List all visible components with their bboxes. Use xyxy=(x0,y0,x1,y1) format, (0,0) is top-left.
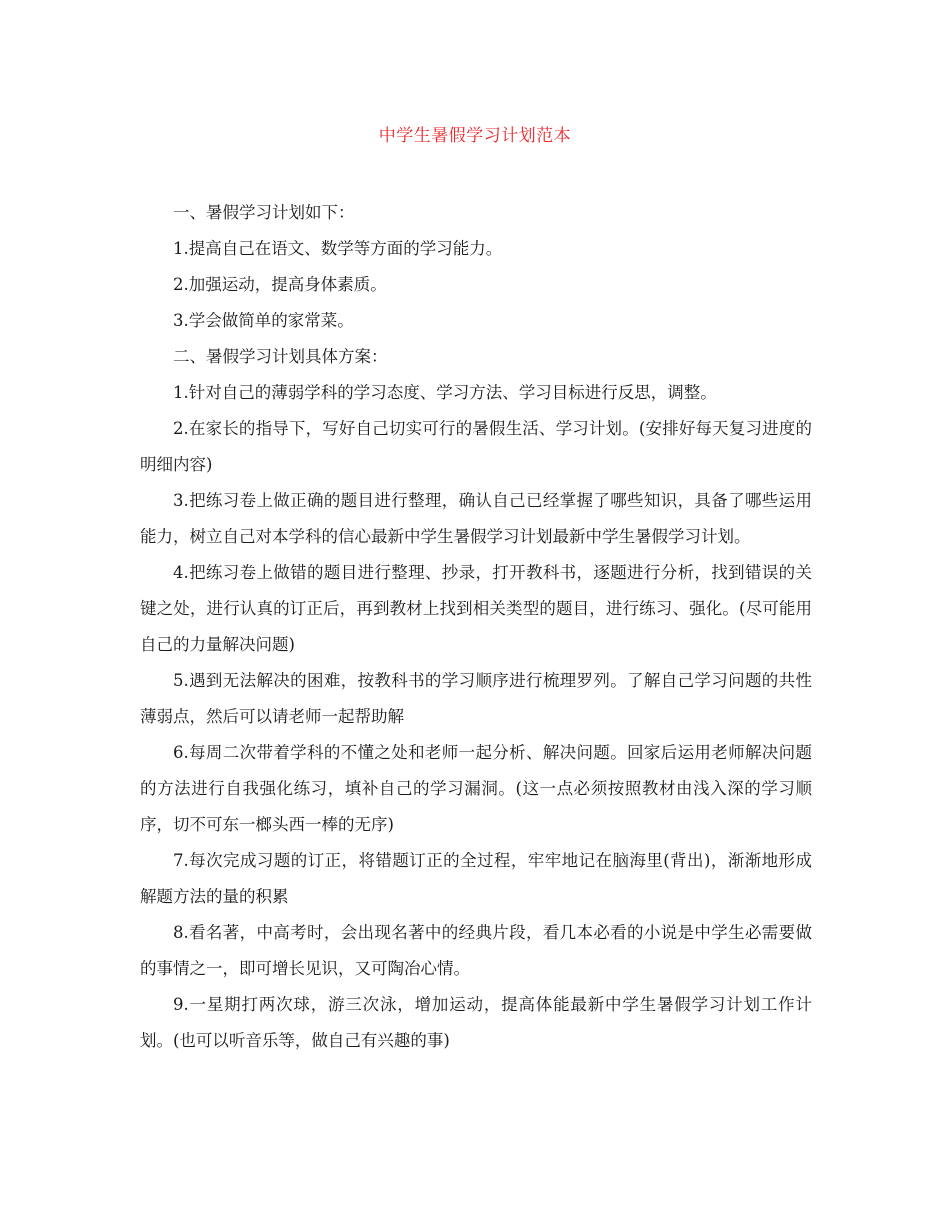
paragraph-section-1-heading: 一、暑假学习计划如下： xyxy=(173,203,355,222)
paragraph-goal-1: 1.提高自己在语文、数学等方面的学习能力。 xyxy=(173,239,503,258)
paragraph-goal-2: 2.加强运动，提高身体素质。 xyxy=(173,275,387,294)
document-body xyxy=(140,195,812,1059)
document-title: 中学生暑假学习计划范本 xyxy=(378,126,572,146)
paragraph-plan-7: 7.每次完成习题的订正，将错题订正的全过程，牢牢地记在脑海里(背出)，渐渐地形成解题方法的量的积累 xyxy=(140,851,812,906)
paragraph-plan-2: 2.在家长的指导下，写好自己切实可行的暑假生活、学习计划。(安排好每天复习进度的明细内容) xyxy=(140,419,812,474)
paragraph-plan-1: 1.针对自己的薄弱学科的学习态度、学习方法、学习目标进行反思，调整。 xyxy=(173,383,717,402)
paragraph-goal-3: 3.学会做简单的家常菜。 xyxy=(173,311,354,330)
paragraph-plan-6: 6.每周二次带着学科的不懂之处和老师一起分析、解决问题。回家后运用老师解决问题的方法进行自我强化练习，填补自己的学习漏洞。(这一点必须按照教材由浅入深的学习顺序，切不可东一榔头西一棒的无序) xyxy=(140,743,812,834)
paragraph-plan-4: 4.把练习卷上做错的题目进行整理、抄录，打开教科书，逐题进行分析，找到错误的关键之处，进行认真的订正后，再到教材上找到相关类型的题目，进行练习、强化。(尽可能用自己的力量解决问题) xyxy=(140,563,812,654)
paragraph-plan-9: 9.一星期打两次球，游三次泳，增加运动，提高体能最新中学生暑假学习计划工作计划。(也可以听音乐等，做自己有兴趣的事) xyxy=(140,995,812,1050)
paragraph-plan-3: 3.把练习卷上做正确的题目进行整理，确认自己已经掌握了哪些知识，具备了哪些运用能力，树立自己对本学科的信心最新中学生暑假学习计划最新中学生暑假学习计划。 xyxy=(140,491,812,546)
paragraph-plan-8: 8.看名著，中高考时，会出现名著中的经典片段，看几本必看的小说是中学生必需要做的事情之一，即可增长见识，又可陶冶心情。 xyxy=(140,923,812,978)
paragraph-plan-5: 5.遇到无法解决的困难，按教科书的学习顺序进行梳理罗列。了解自己学习问题的共性薄弱点，然后可以请老师一起帮助解 xyxy=(140,671,812,726)
paragraph-section-2-heading: 二、暑假学习计划具体方案： xyxy=(173,347,388,366)
